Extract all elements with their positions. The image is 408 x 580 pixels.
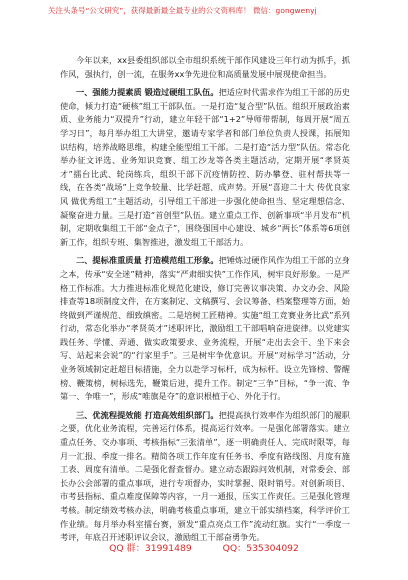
footer [0, 540, 408, 554]
section-2 [60, 254, 350, 404]
section-3-heading: 三、优流程提效能 打造高效组织部门。 [76, 409, 219, 420]
section-3-text: 把提高执行效率作为组织部门的履职之要，优化业务流程，完善运行体系，提高运行效率。一是强化部署落实。建立重点任务、交办事项、考核指标“三张清单”，逐一明确责任人、完成时限等，每月一汇报、季度一排名。精简各项工作年度有任务书、季度有路线图、月度有施工表、周度有清单。二是强化督查督办。建立动态跟踪问效机制，对常委会、部长办公会部署的重点事项，进行专项督办，实时掌握、限时销号。对创新项目、市考县指标、重点难度保障等内容，一月一通报，压实工作责任。三是强化管理考核。制定绩效考核办法，明确考核重点事项，建立干部实绩档案，科学评价工作业绩。每月举办科室擂台赛，颁发“重点亮点工作”流动红旗。实行“一季度一考评，年底召开述职评议会议，激励组工干部奋勇争先。 [60, 409, 350, 543]
section-1-heading: 一、强能力提素质 锻造过硬组工队伍。 [76, 87, 219, 98]
banner-text: 关注头条号“公文研究”，获得最新最全最专业的公文资料库！ 微信：gongwenyj [48, 6, 317, 15]
section-3 [60, 409, 350, 545]
section-2-heading: 二、提标准重质量 打造模范组工形象。 [76, 255, 219, 266]
intro-paragraph: 今年以来，xx县委组织部以全市组织系统干部作风建设三年行动为抓手，抓作风，强执行，创一流，在服务xx争先进位和高质量发展中展现使命担当。 [60, 55, 350, 79]
section-1 [60, 86, 350, 249]
footer-qq-group: QQ 群：31991489 [109, 543, 192, 554]
top-banner [0, 0, 408, 34]
footer-qq: QQ：535304092 [222, 543, 299, 554]
section-1-text: 把适应时代需求作为组工干部的历史使命，倾力打造“硬核”组工干部队伍。一是打造“复合型”队伍。组织开展政治素质、业务能力“双提升”行动，建立年轻干部“1+2”导师带帮制，每周开展“周五学习日”，每月举办组工大讲堂，邀请专家学者和部门单位负责人授课，拓展知识结构，培养战略思维，构建全能型组工干部。二是打造“活力型”队伍。常态化举办征文评选、业务知识竞赛、组工沙龙等各类主题活动，定期开展“孝贤英才”擂台比武、轮岗练兵，组织干部下沉疫情防控、防办攀登、驻村帮扶等一线，在各类“战场”上竞争较量、比学赶超、成声势。开展“喜迎二十大 传优良家风 做优秀组工”主题活动，引导组工干部进一步强化使命担当、坚定理想信念、凝聚奋进力量。三是打造“首创型”队伍。建立重点工作、创新事项“半月发布”机制，定期收集组工干部“金点子”，围绕强国中心建设、城乡“两长”体系等6项创新工作，组织专班、集智推进，激发组工干部活力。 [60, 87, 350, 247]
document-body [60, 54, 350, 545]
section-2-text: 把锤炼过硬作风作为组工干部的立身之本，传承“安全迷”精神，落实“严肃细实快”工作作风，树牢良好形象。一是严格工作标准。大力推进标准化规范化建设，修订完善议事决策、办文办会、风险排查等18项制度文件，在方案制定、文稿撰写、会议筹备、档案整理等方面，始终做到严谨规范、细致缜密。二是培树工匠精神。实施“组工竞赛业务比武”系列行动，常态化举办“孝贤英才”述职评比，激励组工干部唱响奋进旋律。以党建实践任务、学懂、弄通、做实政策要求、业务流程，开展“走出去会干、坐下来会写、站起来会说”的“行家里手”。三是树牢争优意识。开展“对标学习”活动，分业务领域制定赶超目标措施，全力以赴学习标杆，成为标杆。设立先锋榜、警醒榜、鞭策榜，树标选先，鞭策后进，提升工作。制定“三争”目标，“争一流、争第一、争唯一”，形成“唯旗是夺”的意识根植于心、外化于行。 [60, 255, 350, 402]
